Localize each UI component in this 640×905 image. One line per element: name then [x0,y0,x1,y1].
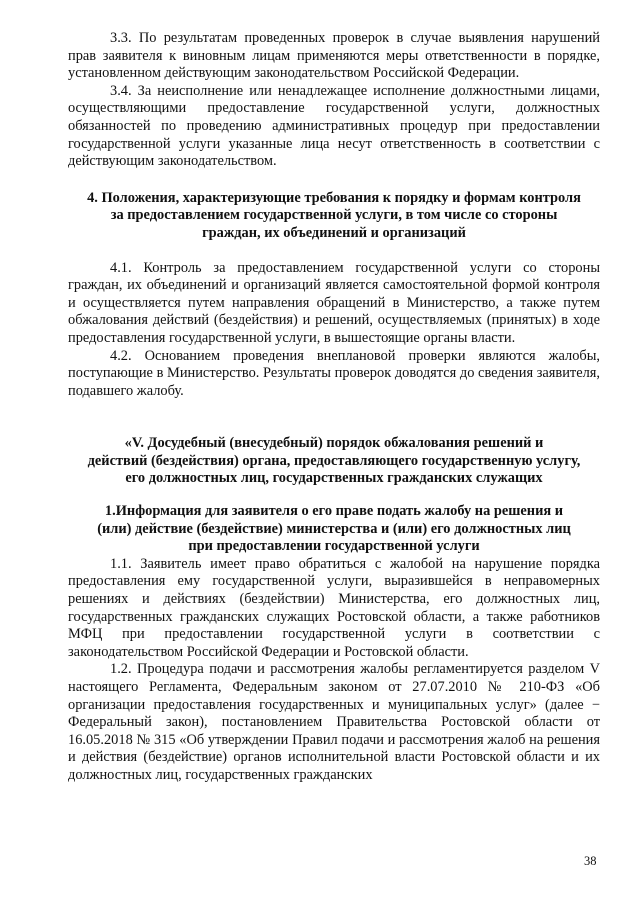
heading-line: 4. Положения, характеризующие требования к порядку и формам контроля [87,189,581,206]
paragraph-3-3: 3.3. По результатам проведенных проверок в случае выявления нарушений прав заявителя к виновным лицам применяются меры ответственности в порядке, установленном действующим законодательством Российской Федерации. [68,30,600,82]
heading-line: при предоставлении государственной услуги [188,538,480,555]
heading-line: (или) действие (бездействие) министерства и (или) его должностных лиц [97,520,571,537]
page-number: 38 [584,854,597,868]
section-4-heading [68,190,600,243]
paragraph-4-2: 4.2. Основанием проведения внеплановой проверки являются жалобы, поступающие в Министерство. Результаты проверок доводятся до сведения заявителя, подавшего жалобу. [68,347,600,399]
spacer [68,400,600,435]
paragraph-1-2: 1.2. Процедура подачи и рассмотрения жалобы регламентируется разделом V настоящего Регламента, Федеральным законом от 27.07.2010 № 210-ФЗ «Об организации предоставления государственных и муниципальных услуг» (далее − Федеральный закон), постановлением Правительства Ростовской области от 16.05.2018 № 315 «Об утверждении Правил подачи и рассмотрения жалоб на решения и действия (бездействие) органов исполнительной власти Ростовской области и их должностных лиц, государственных гражданских [68,661,600,783]
heading-line: 1.Информация для заявителя о его праве подать жалобу на решения и [104,503,564,520]
spacer [68,243,600,260]
paragraph-4-1: 4.1. Контроль за предоставлением государственной услуги со стороны граждан, их объединений и организаций является самостоятельной формой контроля и осуществляется путем направления обращений в Министерство, а также путем обжалования действий (бездействия) и решений, осуществляемых (принятых) в ходе предоставления государственной услуги, в вышестоящие органы власти. [68,259,600,346]
spacer [68,488,600,503]
heading-line: «V. Досудебный (внесудебный) порядок обжалования решений и [124,435,544,452]
document-page [68,30,600,785]
heading-line: действий (бездействия) органа, предоставляющего государственную услугу, [87,452,581,469]
paragraph-3-4: 3.4. За неисполнение или ненадлежащее исполнение должностными лицами, осуществляющими предоставление государственной услуги, должностных обязанностей по проведению административных процедур при предоставлении государственной услуги указанные лица несут ответственность в соответствии с действующим законодательством. [68,82,600,170]
subsection-1-heading [68,503,600,556]
heading-line: граждан, их объединений и организаций [202,224,466,241]
heading-line: за предоставлением государственной услуги, в том числе со стороны [110,207,558,224]
paragraph-1-1: 1.1. Заявитель имеет право обратиться с жалобой на нарушение порядка предоставления ему государственной услуги, выразившейся в неправомерных решениях и действиях (бездействии) Министерства, его должностных лиц, государственных гражданских служащих Ростовской области, а также работников МФЦ при предоставлении государственной услуги в соответствии с законодательством Российской Федерации и Ростовской области. [68,555,600,660]
spacer [68,171,600,190]
section-5-heading [68,435,600,488]
heading-line: его должностных лиц, государственных гражданских служащих [125,470,543,487]
